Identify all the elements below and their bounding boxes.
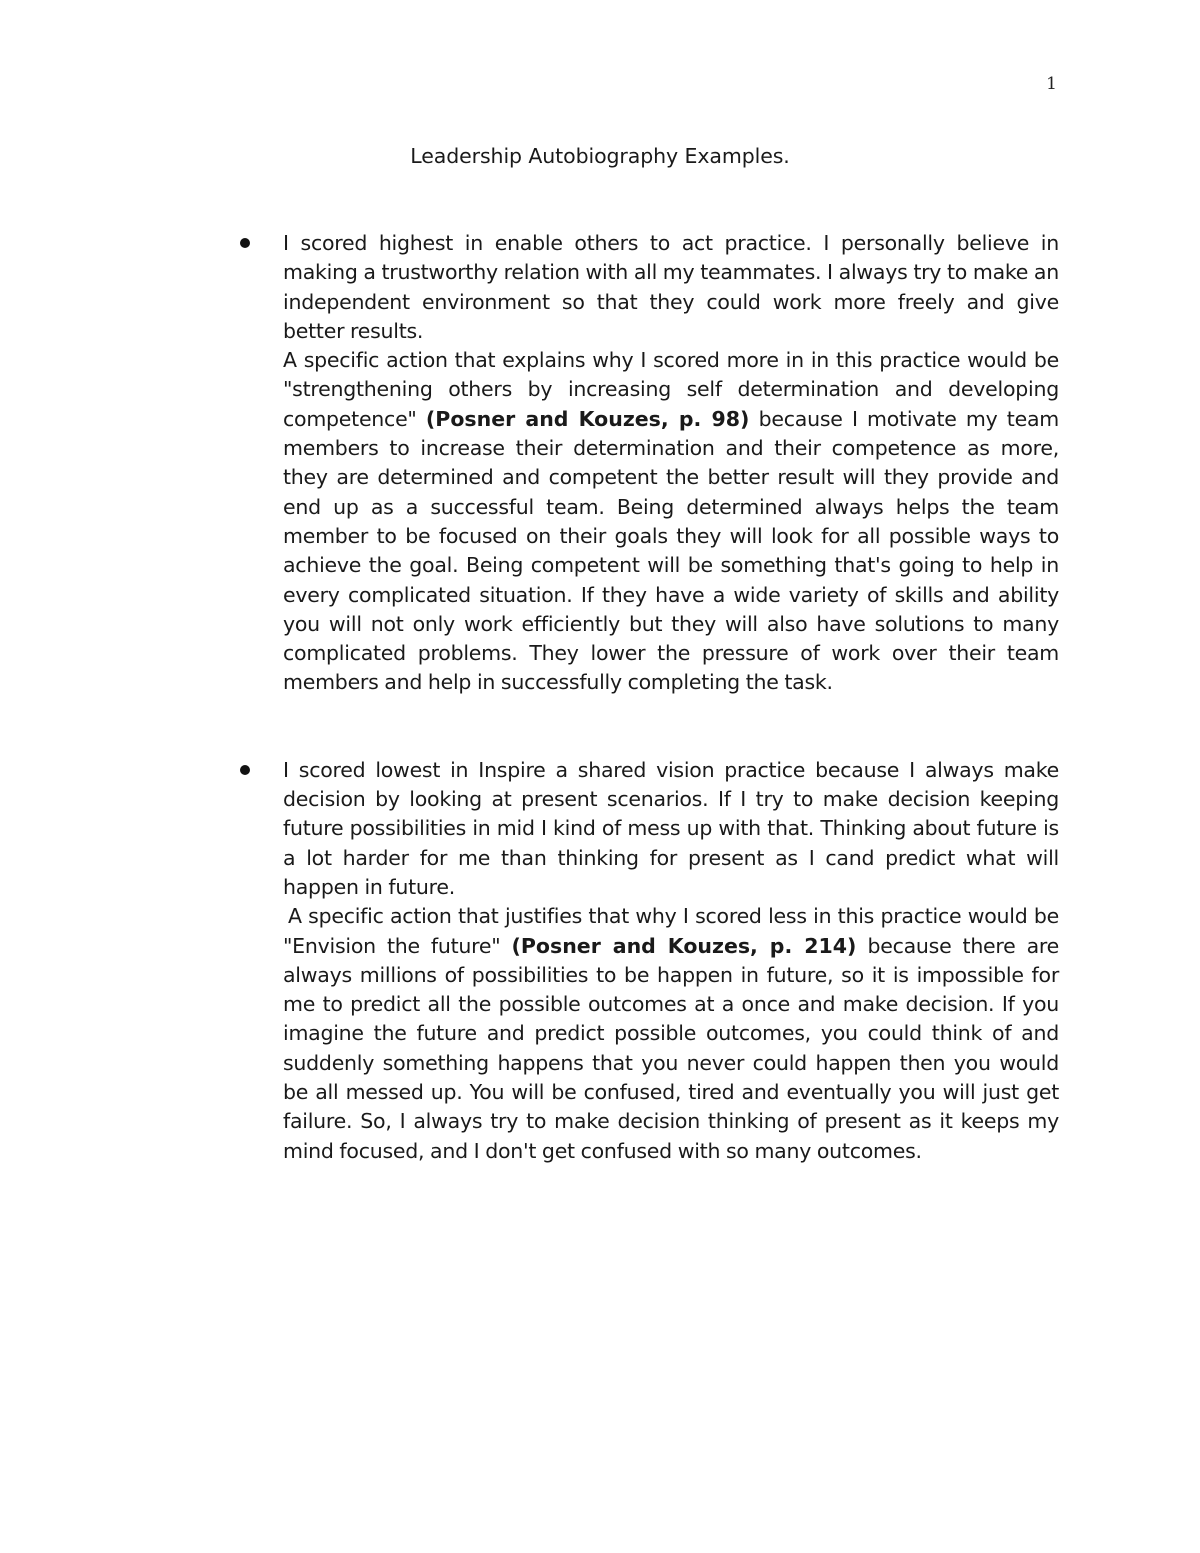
paragraph-practice-summary: I scored lowest in Inspire a shared vision practice because I always make decision by looking at present scenarios. If I try to make decision keeping future possibilities in mid I kind of mess up with that. Thinking about future is a lot harder for me than thinking for present as I cand predict what will happen in future. — [283, 757, 1059, 899]
bullet-item-highest-score — [283, 229, 1059, 698]
paragraph-text: because there are always millions of possibilities to be happen in future, so it is impossible for me to predict all the possible outcomes at a once and make decision. If you imagine the future and predict possible outcomes, you could think of and suddenly something happens that you never could happen then you would be all messed up. You will be confused, tired and eventually you will just get failure. So, I always try to make decision thinking of present as it keeps my mind focused, and I don't get confused with so many outcomes. — [283, 933, 1059, 1163]
paragraph-specific-action — [283, 346, 1059, 698]
bullet-icon — [240, 238, 250, 248]
bullet-icon — [240, 765, 250, 775]
citation: (Posner and Kouzes, p. 98) — [425, 406, 750, 431]
paragraph-practice-summary: I scored highest in enable others to act practice. I personally believe in making a trustworthy relation with all my teammates. I always try to make an independent environment so that they could work more freely and give better results. — [283, 231, 1059, 343]
document-title: Leadership Autobiography Examples. — [410, 144, 790, 168]
page-number: 1 — [1046, 74, 1057, 94]
bullet-list — [283, 229, 1059, 1166]
paragraph-text: because I motivate my team members to increase their determination and their competence as more, they are determined and competent the better result will they provide and end up as a successful team. Being determined always helps the team member to be focused on their goals they will look for all possible ways to achieve the goal. Being competent will be something that's going to help in every complicated situation. If they have a wide variety of skills and ability you will not only work efficiently but they will also have solutions to many complicated problems. They lower the pressure of work over their team members and help in successfully completing the task. — [283, 406, 1059, 695]
bullet-item-lowest-score — [283, 756, 1059, 1166]
citation: (Posner and Kouzes, p. 214) — [511, 933, 857, 958]
paragraph-text: A specific action that justifies that why I scored less in this practice would be "Envision the future" — [283, 904, 1059, 958]
paragraph-text: A specific action that explains why I scored more in in this practice would be "strengthening others by increasing self determination and developing competence" — [283, 348, 1059, 431]
paragraph-specific-action — [283, 902, 1059, 1166]
